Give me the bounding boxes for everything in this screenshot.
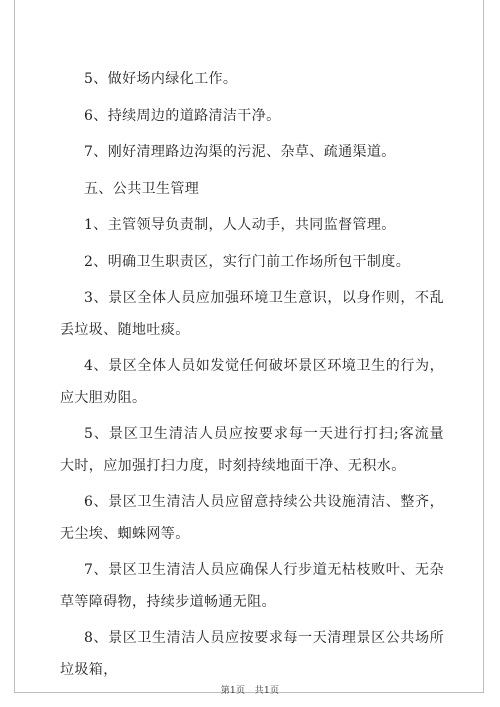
paragraph: 5、做好场内绿化工作。 bbox=[84, 71, 238, 87]
paragraph: 5、景区卫生清洁人员应按要求每一天进行打扫;客流量大时，应加强打扫力度，时刻持续地面干净、无积水。 bbox=[60, 426, 444, 474]
paragraph: 7、刚好清理路边沟渠的污泥、杂草、疏通渠道。 bbox=[84, 144, 396, 160]
page-number: 第1页 共1页 bbox=[220, 686, 280, 696]
paragraph: 7、景区卫生清洁人员应确保人行步道无枯枝败叶、无杂草等障碍物，持续步道畅通无阻。 bbox=[60, 562, 444, 610]
section-heading: 五、公共卫生管理 bbox=[84, 180, 200, 197]
document-body bbox=[60, 64, 444, 691]
paragraph: 8、景区卫生清洁人员应按要求每一天清理景区公共场所垃圾箱， bbox=[60, 630, 444, 678]
paragraph: 6、持续周边的道路清洁干净。 bbox=[84, 107, 281, 124]
paragraph: 3、景区全体人员应加强环境卫生意识，以身作则，不乱丢垃圾、随地吐痰。 bbox=[60, 290, 444, 338]
paragraph: 2、明确卫生职责区，实行门前工作场所包干制度。 bbox=[84, 253, 411, 270]
paragraph: 6、景区卫生清洁人员应留意持续公共设施清洁、整齐，无尘埃、蜘蛛网等。 bbox=[60, 494, 444, 542]
paragraph: 4、景区全体人员如发觉任何破坏景区环境卫生的行为，应大胆劝阻。 bbox=[60, 358, 444, 406]
paragraph: 1、主管领导负责制，人人动手，共同监督管理。 bbox=[84, 217, 396, 233]
